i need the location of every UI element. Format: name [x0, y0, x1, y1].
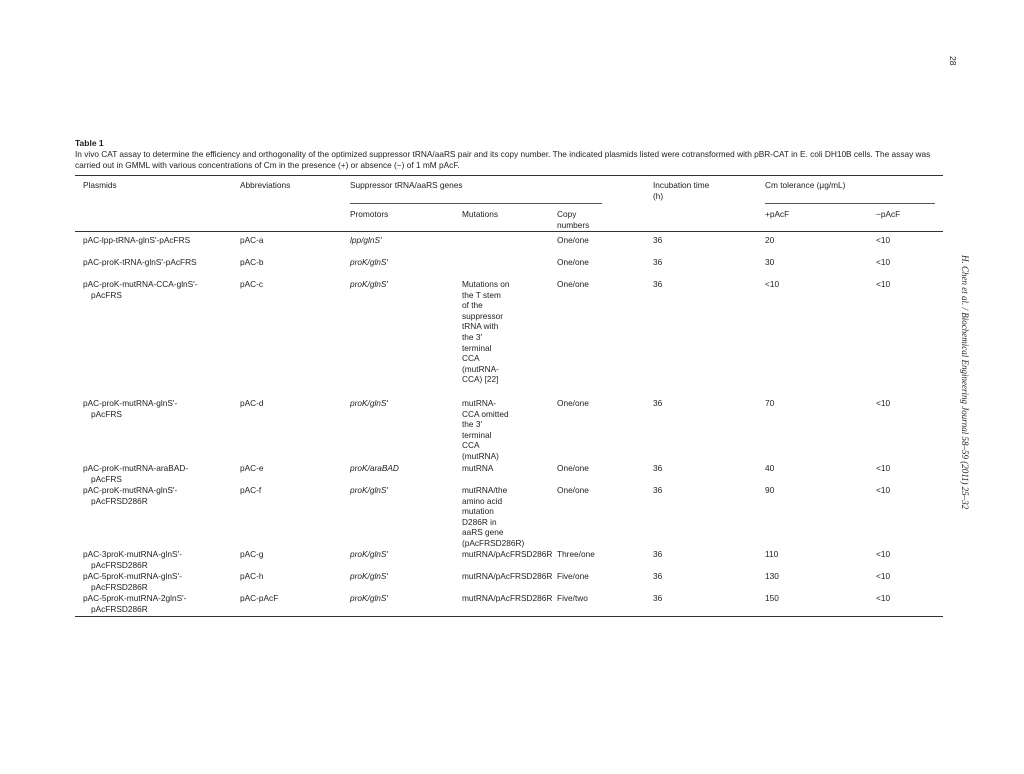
promotor-cell: proK/glnS′	[350, 398, 388, 408]
mutation-cell: mutRNA/pAcFRSD286R	[462, 593, 553, 603]
plasmid-cell: pAC-proK-mutRNA-glnS′-pAcFRSD286R	[83, 485, 178, 506]
plus-pacf-cell: 30	[765, 257, 775, 267]
running-head: H. Chen et al. / Biochemical Engineering Journal 58–59 (2011) 25–32	[960, 255, 970, 510]
copy-number-cell: Five/two	[557, 593, 588, 603]
promotor-cell: lpp/glnS′	[350, 235, 382, 245]
minus-pacf-cell: <10	[876, 593, 891, 603]
header-abbreviations: Abbreviations	[240, 180, 291, 190]
mutation-cell: mutRNA	[462, 463, 494, 473]
incubation-cell: 36	[653, 398, 663, 408]
copy-number-cell: One/one	[557, 279, 589, 289]
incubation-cell: 36	[653, 463, 663, 473]
abbreviation-cell: pAC-h	[240, 571, 264, 581]
plus-pacf-cell: 20	[765, 235, 775, 245]
mutation-cell: mutRNA-CCA omitted the 3′ terminal CCA (mutRNA)	[462, 398, 509, 461]
plasmid-cell: pAC-5proK-mutRNA-glnS′-pAcFRSD286R	[83, 571, 182, 592]
promotor-cell: proK/glnS′	[350, 571, 388, 581]
plasmid-cell: pAC-proK-tRNA-glnS′-pAcFRS	[83, 257, 197, 267]
minus-pacf-cell: <10	[876, 398, 891, 408]
plasmid-cell: pAC-3proK-mutRNA-glnS′-pAcFRSD286R	[83, 549, 182, 570]
copy-number-cell: Five/one	[557, 571, 589, 581]
genes-group-rule	[350, 203, 602, 204]
page-number: 28	[948, 56, 958, 66]
table-caption	[75, 138, 945, 170]
mutation-cell: mutRNA/the amino acid mutation D286R in aaRS gene (pAcFRSD286R)	[462, 485, 525, 548]
plus-pacf-cell: 130	[765, 571, 779, 581]
promotor-cell: proK/glnS′	[350, 279, 388, 289]
incubation-cell: 36	[653, 257, 663, 267]
promotor-cell: proK/glnS′	[350, 485, 388, 495]
header-cm-group: Cm tolerance (μg/mL)	[765, 180, 846, 190]
copy-number-cell: One/one	[557, 463, 589, 473]
incubation-cell: 36	[653, 593, 663, 603]
mutation-cell: mutRNA/pAcFRSD286R	[462, 571, 553, 581]
copy-number-cell: One/one	[557, 257, 589, 267]
table-caption-text: In vivo CAT assay to determine the efficiency and orthogonality of the optimized suppressor tRNA/aaRS pair and its copy number. The indicated plasmids listed were cotransformed with pBR-CAT in E. coli DH10B cells. The assay was carried out in GMML with various concentrations of Cm in the presence (+) or absence (−) of 1 mM pAcF.	[75, 149, 931, 170]
header-promotors: Promotors	[350, 209, 389, 219]
minus-pacf-cell: <10	[876, 463, 891, 473]
cm-group-rule	[765, 203, 935, 204]
minus-pacf-cell: <10	[876, 279, 891, 289]
plasmid-cell: pAC-lpp-tRNA-glnS′-pAcFRS	[83, 235, 191, 245]
table-bottom-rule	[75, 616, 943, 617]
plasmid-cell: pAC-proK-mutRNA-glnS′-pAcFRS	[83, 398, 178, 419]
abbreviation-cell: pAC-a	[240, 235, 264, 245]
header-incubation: Incubation time (h)	[653, 180, 710, 201]
plasmid-cell: pAC-proK-mutRNA-araBAD-pAcFRS	[83, 463, 189, 484]
minus-pacf-cell: <10	[876, 571, 891, 581]
header-plasmids: Plasmids	[83, 180, 117, 190]
promotor-cell: proK/glnS′	[350, 549, 388, 559]
plus-pacf-cell: <10	[765, 279, 780, 289]
plus-pacf-cell: 150	[765, 593, 779, 603]
incubation-cell: 36	[653, 571, 663, 581]
minus-pacf-cell: <10	[876, 485, 891, 495]
promotor-cell: proK/araBAD	[350, 463, 399, 473]
plus-pacf-cell: 110	[765, 549, 779, 559]
header-copy-numbers: Copy numbers	[557, 209, 590, 230]
plus-pacf-cell: 90	[765, 485, 775, 495]
header-genes-group: Suppressor tRNA/aaRS genes	[350, 180, 463, 190]
plus-pacf-cell: 70	[765, 398, 775, 408]
promotor-cell: proK/glnS′	[350, 257, 388, 267]
abbreviation-cell: pAC-c	[240, 279, 264, 289]
table-header-rule	[75, 231, 943, 232]
minus-pacf-cell: <10	[876, 549, 891, 559]
mutation-cell: mutRNA/pAcFRSD286R	[462, 549, 553, 559]
abbreviation-cell: pAC-b	[240, 257, 264, 267]
plus-pacf-cell: 40	[765, 463, 775, 473]
table-label: Table 1	[75, 138, 104, 148]
mutation-cell: Mutations on the T stem of the suppressor tRNA with the 3′ terminal CCA (mutRNA-CCA) [22]	[462, 279, 510, 385]
abbreviation-cell: pAC-e	[240, 463, 264, 473]
copy-number-cell: One/one	[557, 398, 589, 408]
copy-number-cell: One/one	[557, 235, 589, 245]
header-minus-pacf: −pAcF	[876, 209, 901, 219]
incubation-cell: 36	[653, 235, 663, 245]
minus-pacf-cell: <10	[876, 257, 891, 267]
copy-number-cell: Three/one	[557, 549, 595, 559]
copy-number-cell: One/one	[557, 485, 589, 495]
plasmid-cell: pAC-proK-mutRNA-CCA-glnS′-pAcFRS	[83, 279, 198, 300]
abbreviation-cell: pAC-d	[240, 398, 264, 408]
plasmid-cell: pAC-5proK-mutRNA-2glnS′-pAcFRSD286R	[83, 593, 187, 614]
incubation-cell: 36	[653, 549, 663, 559]
incubation-cell: 36	[653, 279, 663, 289]
header-plus-pacf: +pAcF	[765, 209, 790, 219]
minus-pacf-cell: <10	[876, 235, 891, 245]
abbreviation-cell: pAC-pAcF	[240, 593, 279, 603]
incubation-cell: 36	[653, 485, 663, 495]
abbreviation-cell: pAC-f	[240, 485, 262, 495]
header-mutations: Mutations	[462, 209, 498, 219]
abbreviation-cell: pAC-g	[240, 549, 264, 559]
table-top-rule	[75, 175, 943, 176]
promotor-cell: proK/glnS′	[350, 593, 388, 603]
